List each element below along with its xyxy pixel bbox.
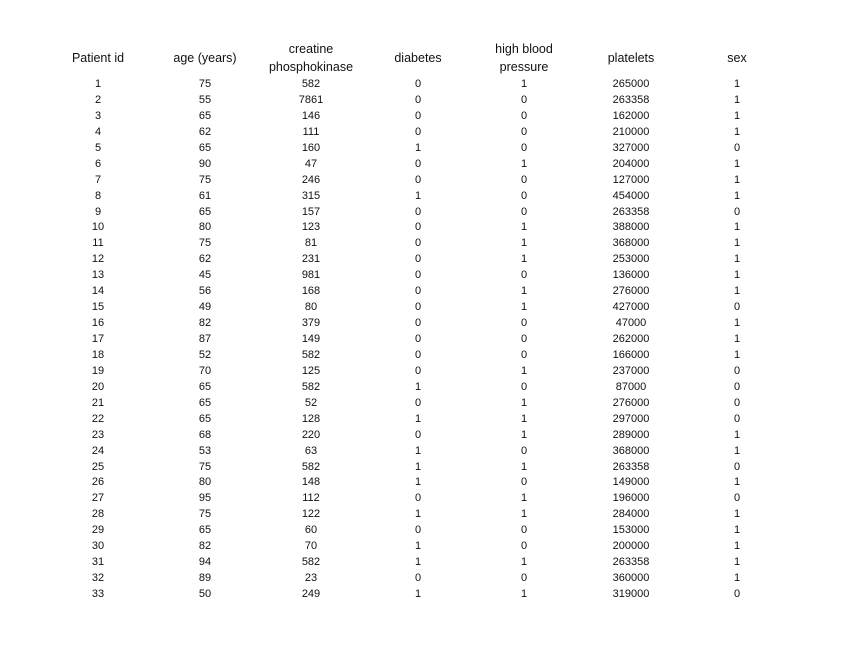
- cell-platelets: 153000: [612, 524, 650, 537]
- cell-sex: 1: [733, 556, 741, 569]
- cell-sex: 1: [733, 572, 741, 585]
- header-line: phosphokinase: [268, 60, 354, 74]
- header-diabetes: [358, 38, 478, 78]
- cell-patient-id: 24: [91, 444, 105, 457]
- cell-high-blood-pressure: 0: [520, 173, 528, 186]
- cell-patient-id: 8: [94, 189, 102, 202]
- cell-creatine-phosphokinase: 128: [301, 412, 321, 425]
- cell-age: 75: [198, 508, 212, 521]
- cell-high-blood-pressure: 1: [520, 428, 528, 441]
- cell-creatine-phosphokinase: 582: [301, 348, 321, 361]
- cell-patient-id: 15: [91, 301, 105, 314]
- cell-platelets: 263358: [612, 460, 650, 473]
- cell-creatine-phosphokinase: 157: [301, 205, 321, 218]
- cell-diabetes: 0: [414, 348, 422, 361]
- cell-high-blood-pressure: 0: [520, 125, 528, 138]
- cell-high-blood-pressure: 1: [520, 556, 528, 569]
- cell-high-blood-pressure: 0: [520, 189, 528, 202]
- cell-age: 62: [198, 125, 212, 138]
- cell-patient-id: 1: [94, 78, 102, 90]
- cell-creatine-phosphokinase: 63: [304, 444, 318, 457]
- cell-sex: 0: [733, 492, 741, 505]
- cell-diabetes: 1: [414, 588, 422, 600]
- cell-age: 65: [198, 412, 212, 425]
- cell-creatine-phosphokinase: 582: [301, 556, 321, 569]
- cell-creatine-phosphokinase: 220: [301, 428, 321, 441]
- table-row: [50, 284, 790, 300]
- cell-patient-id: 27: [91, 492, 105, 505]
- cell-platelets: 262000: [612, 333, 650, 345]
- header-patient-id: [38, 38, 158, 78]
- cell-creatine-phosphokinase: 52: [304, 396, 318, 409]
- cell-diabetes: 0: [414, 221, 422, 234]
- header-creatine-phosphokinase: [251, 38, 371, 78]
- cell-creatine-phosphokinase: 125: [301, 364, 321, 377]
- cell-high-blood-pressure: 1: [520, 221, 528, 234]
- cell-diabetes: 0: [414, 524, 422, 537]
- cell-age: 75: [198, 460, 212, 473]
- header-line: Patient id: [71, 51, 125, 65]
- cell-high-blood-pressure: 1: [520, 78, 528, 90]
- cell-diabetes: 0: [414, 253, 422, 266]
- cell-creatine-phosphokinase: 981: [301, 269, 321, 282]
- table-row: [50, 555, 790, 571]
- cell-high-blood-pressure: 0: [520, 109, 528, 122]
- cell-platelets: 136000: [612, 269, 650, 282]
- cell-sex: 1: [733, 221, 741, 234]
- cell-patient-id: 16: [91, 317, 105, 330]
- header-high-blood-pressure: [464, 38, 584, 78]
- cell-patient-id: 18: [91, 348, 105, 361]
- table-row: [50, 252, 790, 268]
- cell-sex: 1: [733, 444, 741, 457]
- cell-creatine-phosphokinase: 123: [301, 221, 321, 234]
- cell-diabetes: 1: [414, 476, 422, 489]
- cell-age: 52: [198, 348, 212, 361]
- cell-sex: 1: [733, 476, 741, 489]
- table-row: [50, 571, 790, 587]
- cell-diabetes: 0: [414, 396, 422, 409]
- table-body: [50, 77, 790, 603]
- cell-sex: 1: [733, 333, 741, 345]
- cell-high-blood-pressure: 1: [520, 157, 528, 170]
- cell-age: 87: [198, 333, 212, 345]
- cell-sex: 1: [733, 93, 741, 106]
- cell-high-blood-pressure: 1: [520, 460, 528, 473]
- cell-sex: 0: [733, 412, 741, 425]
- cell-high-blood-pressure: 1: [520, 508, 528, 521]
- table-row: [50, 412, 790, 428]
- cell-diabetes: 0: [414, 78, 422, 90]
- cell-age: 75: [198, 173, 212, 186]
- cell-sex: 1: [733, 237, 741, 250]
- cell-sex: 1: [733, 508, 741, 521]
- cell-high-blood-pressure: 0: [520, 444, 528, 457]
- cell-patient-id: 25: [91, 460, 105, 473]
- cell-age: 82: [198, 317, 212, 330]
- cell-patient-id: 20: [91, 380, 105, 393]
- cell-sex: 1: [733, 428, 741, 441]
- cell-creatine-phosphokinase: 231: [301, 253, 321, 266]
- table-row: [50, 93, 790, 109]
- cell-platelets: 237000: [612, 364, 650, 377]
- cell-platelets: 210000: [612, 125, 650, 138]
- table-row: [50, 220, 790, 236]
- table-row: [50, 539, 790, 555]
- cell-platelets: 319000: [612, 588, 650, 600]
- cell-age: 65: [198, 396, 212, 409]
- cell-patient-id: 9: [94, 205, 102, 218]
- table-row: [50, 523, 790, 539]
- cell-creatine-phosphokinase: 148: [301, 476, 321, 489]
- cell-creatine-phosphokinase: 582: [301, 78, 321, 90]
- cell-platelets: 276000: [612, 285, 650, 298]
- cell-platelets: 263358: [612, 93, 650, 106]
- cell-age: 75: [198, 237, 212, 250]
- table-row: [50, 141, 790, 157]
- cell-age: 70: [198, 364, 212, 377]
- cell-age: 94: [198, 556, 212, 569]
- cell-creatine-phosphokinase: 70: [304, 540, 318, 553]
- cell-age: 80: [198, 221, 212, 234]
- table-row: [50, 348, 790, 364]
- cell-diabetes: 0: [414, 173, 422, 186]
- cell-creatine-phosphokinase: 81: [304, 237, 318, 250]
- table-row: [50, 268, 790, 284]
- cell-platelets: 204000: [612, 157, 650, 170]
- cell-patient-id: 7: [94, 173, 102, 186]
- cell-sex: 0: [733, 301, 741, 314]
- cell-platelets: 360000: [612, 572, 650, 585]
- cell-sex: 0: [733, 205, 741, 218]
- cell-diabetes: 1: [414, 444, 422, 457]
- cell-creatine-phosphokinase: 149: [301, 333, 321, 345]
- cell-high-blood-pressure: 0: [520, 93, 528, 106]
- cell-sex: 0: [733, 460, 741, 473]
- cell-high-blood-pressure: 0: [520, 333, 528, 345]
- table-row: [50, 236, 790, 252]
- table-row: [50, 475, 790, 491]
- cell-sex: 1: [733, 189, 741, 202]
- cell-platelets: 47000: [615, 317, 647, 330]
- cell-diabetes: 0: [414, 269, 422, 282]
- cell-diabetes: 0: [414, 205, 422, 218]
- cell-high-blood-pressure: 1: [520, 492, 528, 505]
- cell-high-blood-pressure: 1: [520, 412, 528, 425]
- cell-age: 68: [198, 428, 212, 441]
- cell-high-blood-pressure: 0: [520, 380, 528, 393]
- header-platelets: [571, 38, 691, 78]
- cell-platelets: 265000: [612, 78, 650, 90]
- table-row: [50, 157, 790, 173]
- cell-age: 95: [198, 492, 212, 505]
- cell-patient-id: 10: [91, 221, 105, 234]
- cell-high-blood-pressure: 1: [520, 364, 528, 377]
- cell-age: 61: [198, 189, 212, 202]
- table-row: [50, 428, 790, 444]
- cell-sex: 1: [733, 269, 741, 282]
- cell-diabetes: 0: [414, 93, 422, 106]
- cell-age: 65: [198, 109, 212, 122]
- cell-platelets: 253000: [612, 253, 650, 266]
- cell-creatine-phosphokinase: 112: [302, 492, 320, 505]
- cell-patient-id: 33: [91, 588, 105, 600]
- cell-sex: 1: [733, 109, 741, 122]
- cell-patient-id: 22: [91, 412, 105, 425]
- cell-creatine-phosphokinase: 80: [304, 301, 318, 314]
- cell-diabetes: 0: [414, 125, 422, 138]
- cell-diabetes: 0: [414, 109, 422, 122]
- header-age: [145, 38, 265, 78]
- cell-creatine-phosphokinase: 122: [301, 508, 321, 521]
- cell-patient-id: 6: [94, 157, 102, 170]
- cell-platelets: 166000: [612, 348, 650, 361]
- cell-patient-id: 12: [91, 253, 105, 266]
- cell-high-blood-pressure: 1: [520, 253, 528, 266]
- cell-creatine-phosphokinase: 379: [301, 317, 321, 330]
- cell-creatine-phosphokinase: 23: [304, 572, 318, 585]
- cell-age: 89: [198, 572, 212, 585]
- cell-diabetes: 0: [414, 333, 422, 345]
- cell-diabetes: 0: [414, 572, 422, 585]
- cell-patient-id: 29: [91, 524, 105, 537]
- cell-sex: 0: [733, 380, 741, 393]
- cell-high-blood-pressure: 1: [520, 237, 528, 250]
- cell-sex: 0: [733, 396, 741, 409]
- cell-platelets: 263358: [612, 556, 650, 569]
- table-row: [50, 205, 790, 221]
- cell-high-blood-pressure: 1: [520, 588, 528, 600]
- cell-platelets: 427000: [612, 301, 650, 314]
- header-line: high blood: [495, 42, 553, 56]
- cell-platelets: 127000: [612, 173, 650, 186]
- cell-diabetes: 1: [414, 460, 422, 473]
- table-row: [50, 77, 790, 93]
- cell-patient-id: 5: [94, 141, 102, 154]
- cell-creatine-phosphokinase: 60: [304, 524, 318, 537]
- cell-sex: 1: [733, 78, 741, 90]
- cell-patient-id: 17: [91, 333, 105, 345]
- cell-sex: 1: [733, 125, 741, 138]
- cell-diabetes: 0: [414, 492, 422, 505]
- table-row: [50, 125, 790, 141]
- table-row: [50, 316, 790, 332]
- cell-age: 45: [198, 269, 212, 282]
- table-row: [50, 109, 790, 125]
- cell-sex: 1: [733, 348, 741, 361]
- cell-sex: 0: [733, 141, 741, 154]
- cell-patient-id: 2: [94, 93, 102, 106]
- cell-platelets: 200000: [612, 540, 650, 553]
- cell-diabetes: 0: [414, 364, 422, 377]
- cell-diabetes: 0: [414, 428, 422, 441]
- cell-patient-id: 31: [91, 556, 105, 569]
- cell-diabetes: 1: [414, 412, 422, 425]
- cell-age: 75: [198, 78, 212, 90]
- cell-creatine-phosphokinase: 249: [301, 588, 321, 600]
- cell-diabetes: 0: [414, 285, 422, 298]
- table-row: [50, 364, 790, 380]
- cell-age: 65: [198, 524, 212, 537]
- cell-platelets: 284000: [612, 508, 650, 521]
- header-line: diabetes: [394, 51, 442, 65]
- table-row: [50, 189, 790, 205]
- cell-patient-id: 30: [91, 540, 105, 553]
- table-row: [50, 460, 790, 476]
- cell-age: 55: [198, 93, 212, 106]
- cell-platelets: 149000: [612, 476, 650, 489]
- table-header: [50, 38, 790, 78]
- table-row: [50, 444, 790, 460]
- cell-patient-id: 19: [91, 364, 105, 377]
- cell-age: 49: [198, 301, 212, 314]
- cell-diabetes: 1: [414, 556, 422, 569]
- cell-age: 82: [198, 540, 212, 553]
- cell-platelets: 196000: [612, 492, 650, 505]
- cell-age: 62: [198, 253, 212, 266]
- cell-creatine-phosphokinase: 582: [301, 380, 321, 393]
- table-row: [50, 491, 790, 507]
- header-line: sex: [727, 51, 747, 65]
- cell-patient-id: 13: [91, 269, 105, 282]
- table-row: [50, 396, 790, 412]
- cell-age: 53: [198, 444, 212, 457]
- cell-high-blood-pressure: 0: [520, 269, 528, 282]
- cell-creatine-phosphokinase: 111: [302, 125, 320, 138]
- cell-sex: 1: [733, 173, 741, 186]
- cell-creatine-phosphokinase: 7861: [298, 93, 324, 106]
- table-row: [50, 332, 790, 348]
- cell-patient-id: 23: [91, 428, 105, 441]
- cell-high-blood-pressure: 0: [520, 524, 528, 537]
- cell-patient-id: 4: [94, 125, 102, 138]
- cell-high-blood-pressure: 1: [520, 396, 528, 409]
- cell-platelets: 87000: [615, 380, 647, 393]
- cell-age: 56: [198, 285, 212, 298]
- cell-sex: 1: [733, 157, 741, 170]
- header-line: creatine: [288, 42, 334, 56]
- cell-patient-id: 21: [91, 396, 105, 409]
- cell-high-blood-pressure: 1: [520, 301, 528, 314]
- cell-diabetes: 1: [414, 189, 422, 202]
- cell-sex: 0: [733, 588, 741, 600]
- cell-age: 80: [198, 476, 212, 489]
- cell-diabetes: 1: [414, 380, 422, 393]
- cell-high-blood-pressure: 0: [520, 205, 528, 218]
- cell-platelets: 327000: [612, 141, 650, 154]
- header-line: age (years): [173, 51, 237, 65]
- cell-diabetes: 1: [414, 540, 422, 553]
- cell-age: 90: [198, 157, 212, 170]
- cell-platelets: 263358: [612, 205, 650, 218]
- table-row: [50, 587, 790, 603]
- cell-creatine-phosphokinase: 168: [301, 285, 321, 298]
- cell-diabetes: 0: [414, 301, 422, 314]
- cell-patient-id: 11: [92, 237, 104, 250]
- cell-high-blood-pressure: 0: [520, 317, 528, 330]
- cell-age: 65: [198, 205, 212, 218]
- cell-creatine-phosphokinase: 160: [301, 141, 321, 154]
- cell-creatine-phosphokinase: 582: [301, 460, 321, 473]
- cell-sex: 1: [733, 524, 741, 537]
- cell-diabetes: 1: [414, 141, 422, 154]
- table-row: [50, 173, 790, 189]
- cell-high-blood-pressure: 0: [520, 540, 528, 553]
- cell-high-blood-pressure: 0: [520, 141, 528, 154]
- cell-creatine-phosphokinase: 246: [301, 173, 321, 186]
- cell-sex: 1: [733, 253, 741, 266]
- cell-diabetes: 0: [414, 237, 422, 250]
- cell-platelets: 368000: [612, 444, 650, 457]
- cell-high-blood-pressure: 0: [520, 476, 528, 489]
- cell-creatine-phosphokinase: 47: [304, 157, 318, 170]
- header-line: pressure: [499, 60, 549, 74]
- cell-diabetes: 1: [414, 508, 422, 521]
- cell-patient-id: 14: [91, 285, 105, 298]
- cell-patient-id: 26: [91, 476, 105, 489]
- cell-sex: 1: [733, 285, 741, 298]
- cell-diabetes: 0: [414, 317, 422, 330]
- cell-sex: 0: [733, 364, 741, 377]
- cell-high-blood-pressure: 0: [520, 348, 528, 361]
- cell-high-blood-pressure: 1: [520, 285, 528, 298]
- header-sex: [677, 38, 797, 78]
- cell-age: 65: [198, 141, 212, 154]
- cell-patient-id: 32: [91, 572, 105, 585]
- cell-platelets: 297000: [612, 412, 650, 425]
- cell-platelets: 289000: [612, 428, 650, 441]
- cell-age: 65: [198, 380, 212, 393]
- cell-platelets: 368000: [612, 237, 650, 250]
- cell-high-blood-pressure: 0: [520, 572, 528, 585]
- cell-diabetes: 0: [414, 157, 422, 170]
- cell-creatine-phosphokinase: 315: [301, 189, 321, 202]
- cell-sex: 1: [733, 540, 741, 553]
- cell-platelets: 276000: [612, 396, 650, 409]
- cell-age: 50: [198, 588, 212, 600]
- table-row: [50, 380, 790, 396]
- cell-creatine-phosphokinase: 146: [301, 109, 321, 122]
- table-row: [50, 300, 790, 316]
- cell-patient-id: 3: [94, 109, 102, 122]
- cell-platelets: 454000: [612, 189, 650, 202]
- table-row: [50, 507, 790, 523]
- cell-sex: 1: [733, 317, 741, 330]
- cell-platelets: 162000: [612, 109, 650, 122]
- cell-patient-id: 28: [91, 508, 105, 521]
- cell-platelets: 388000: [612, 221, 650, 234]
- header-line: platelets: [607, 51, 655, 65]
